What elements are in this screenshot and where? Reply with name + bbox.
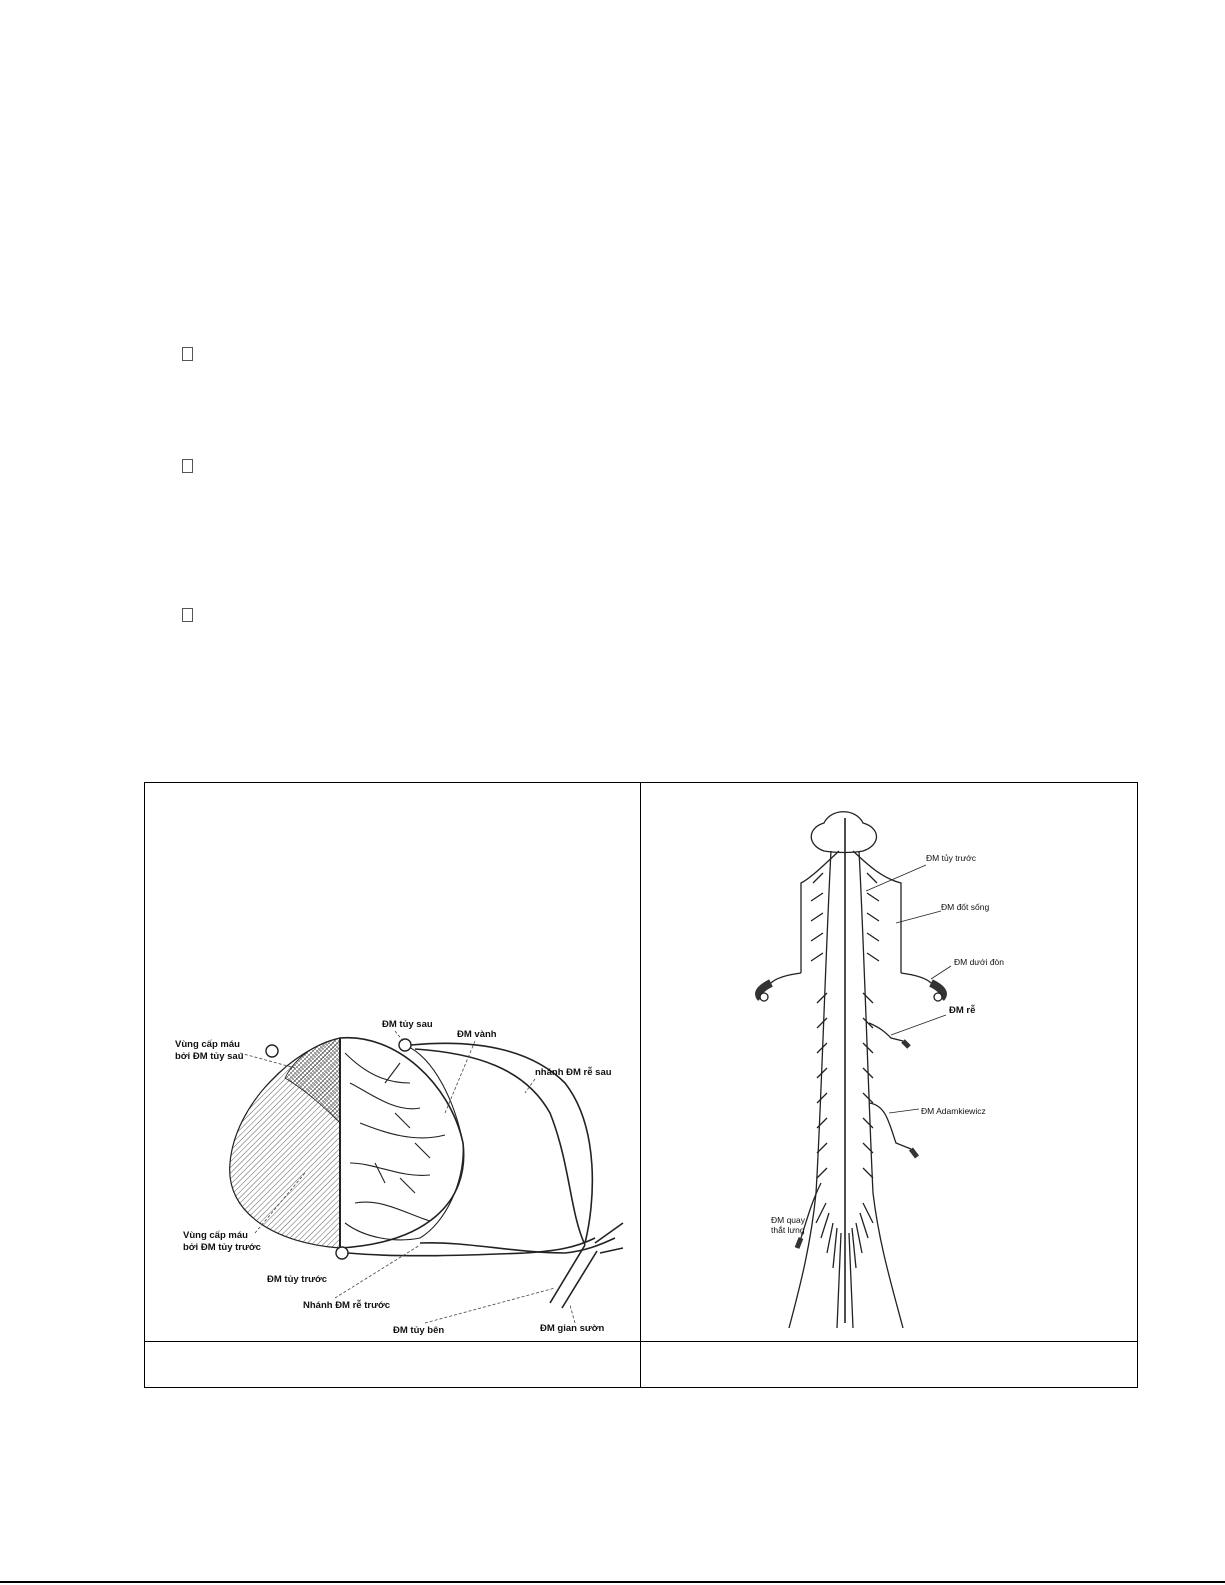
cross-section-illustration xyxy=(145,783,640,1341)
caption-left xyxy=(145,1343,640,1387)
caption-right xyxy=(641,1343,1137,1387)
label-radicular: ĐM rễ xyxy=(949,1005,976,1016)
label-posterior-radicular: nhánh ĐM rễ sau xyxy=(535,1067,612,1078)
label-iliolumbar-1: ĐM quay xyxy=(771,1215,806,1225)
cross-section-figure xyxy=(145,783,640,1341)
label-anterior-radicular: Nhánh ĐM rễ trước xyxy=(303,1300,391,1311)
table-divider xyxy=(145,1341,1137,1342)
longitudinal-figure xyxy=(641,783,1137,1341)
label-anterior-spinal: ĐM tủy trước xyxy=(267,1274,328,1285)
page-bottom-rule xyxy=(0,1581,1225,1583)
empty-square-bullet-icon xyxy=(182,608,193,622)
label-region-posterior-2: bởi ĐM tủy sau xyxy=(175,1051,244,1062)
empty-square-bullet-icon xyxy=(182,347,193,361)
label-region-anterior-2: bởi ĐM tủy trước xyxy=(183,1242,261,1253)
label-posterior-spinal: ĐM tủy sau xyxy=(382,1019,433,1030)
label-vasocorona: ĐM vành xyxy=(457,1029,497,1040)
label-intercostal: ĐM gian sườn xyxy=(540,1323,605,1334)
label-subclavian: ĐM dưới đòn xyxy=(954,957,1005,967)
label-anterior-spinal-r: ĐM tủy trước xyxy=(926,853,976,863)
label-lateral-spinal: ĐM tủy bên xyxy=(393,1325,445,1336)
label-iliolumbar-2: thắt lưng xyxy=(771,1225,805,1235)
label-vertebral: ĐM đốt sống xyxy=(941,902,990,912)
label-region-posterior-1: Vùng cấp máu xyxy=(175,1039,240,1050)
figure-table xyxy=(144,782,1138,1388)
label-region-anterior-1: Vùng cấp máu xyxy=(183,1230,248,1241)
longitudinal-illustration xyxy=(641,783,1137,1341)
label-adamkiewicz: ĐM Adamkiewicz xyxy=(921,1106,986,1116)
empty-square-bullet-icon xyxy=(182,459,193,473)
